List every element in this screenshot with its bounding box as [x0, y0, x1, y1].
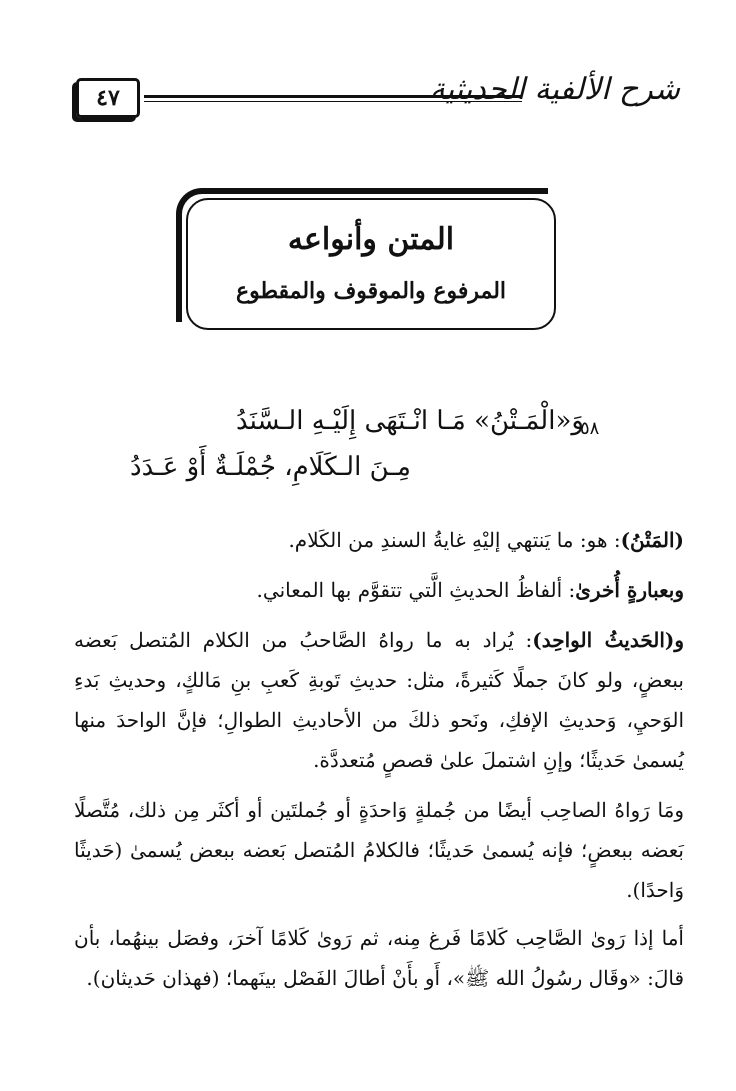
verse-line-1: وَ«الْمَـتْنُ» مَـا انْـتَهَى إِلَيْـهِ الـسَّنَدُ [236, 406, 584, 436]
term-alternative: وبعبارةٍ أُخرىٰ [575, 578, 684, 602]
paragraph-body: : ألفاظُ الحديثِ الَّتي تتقوَّم بها المعاني. [256, 578, 576, 602]
page-number: ٤٧ [96, 85, 120, 111]
section-title-box [186, 198, 556, 330]
term-matn: (المَتْنُ) [620, 528, 684, 552]
paragraph-two-hadiths [74, 918, 684, 998]
page-header [70, 70, 680, 130]
paragraph-alternative-definition [74, 570, 684, 610]
section-subtitle: المرفوع والموقوف والمقطوع [235, 278, 507, 304]
paragraph-body: : يُراد به ما رواهُ الصَّاحبُ من الكلام المُتصل بَعضه ببعضٍ، ولو كانَ جملًا كَثيرةً، مثل: حديثِ تَوبةِ كَعبِ بنِ مَالكٍ، وحديثِ بَدءِ الوَحيِ، وَحديثِ الإفكِ، ونَحو ذلكَ من الأحاديثِ الطوالِ؛ فإنَّ الواحدَ منها يُسمىٰ حَديثًا؛ وإنِ اشتملَ علىٰ قصصٍ مُتعددَّة. [74, 628, 684, 772]
verse-line-2: مِـنَ الـكَلَامِ، جُمْلَـةٌ أَوْ عَـدَدُ [130, 452, 411, 482]
paragraph-body: ومَا رَواهُ الصاحِب أيضًا من جُملةٍ وَاحدَةٍ أو جُملتَين أو أكثَر مِن ذلك، مُتَّصلًا بَعضه ببعضٍ؛ فإنه يُسمىٰ حَديثًا؛ فالكلامُ المُتصل بَعضه ببعض يُسمىٰ (حَديثًا وَاحدًا). [74, 798, 684, 902]
paragraph-body: أما إذا رَوىٰ الصَّاحِب كَلامًا فَرغ مِنه، ثم رَوىٰ كَلامًا آخرَ، وفصَل بينهُما، بأن قالَ: «وقَال رسُولُ الله ﷺ»، أَو بأَنْ أطالَ الفَصْل بينَهما؛ (فهذان حَديثان). [74, 926, 684, 990]
running-title: شرح الألفية الحديثية [429, 72, 680, 107]
paragraph-single-hadith [74, 620, 684, 780]
paragraph-matn-definition [74, 520, 684, 560]
section-title: المتن وأنواعه [287, 222, 455, 257]
page-number-box [76, 78, 140, 118]
term-single-hadith: و(الحَديثُ الواحِد) [532, 628, 685, 652]
paragraph-body: : هو: ما يَنتهي إليْهِ غايةُ السندِ من الكَلام. [288, 528, 621, 552]
paragraph-connected-speech [74, 790, 684, 910]
verse-number: ٥٨ [580, 418, 600, 439]
